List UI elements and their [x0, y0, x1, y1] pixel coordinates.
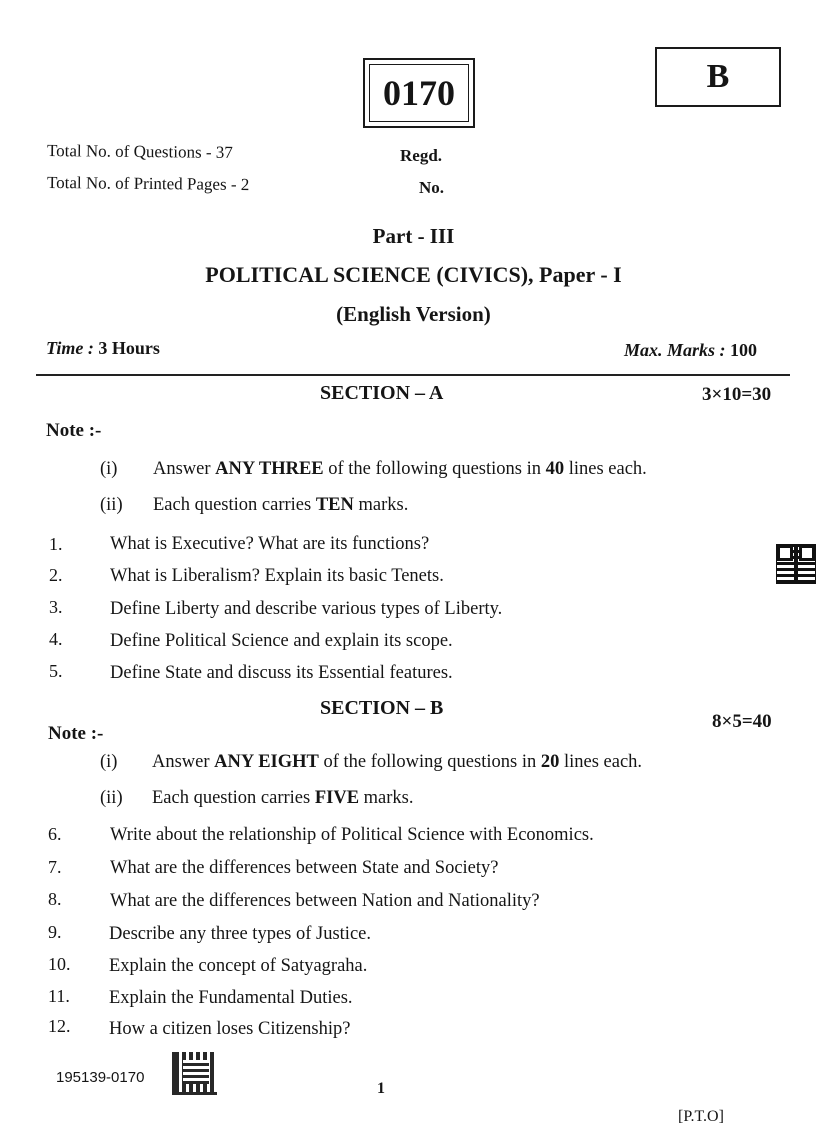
- section-b-note-1: (i) Answer ANY EIGHT of the following questions in 20 lines each.: [100, 752, 643, 772]
- question-number: 10.: [48, 954, 71, 974]
- question-number: 7.: [48, 857, 62, 877]
- part-title: Part - III: [372, 224, 455, 248]
- section-a-marks: 3×10=30: [702, 384, 772, 405]
- question-number: 9.: [48, 922, 62, 942]
- section-b-note-2: (ii) Each question carries FIVE marks.: [100, 788, 414, 808]
- question-text: Describe any three types of Justice.: [109, 924, 371, 944]
- set-letter: B: [706, 58, 730, 95]
- page-number: 1: [377, 1080, 385, 1097]
- paper-code: 0170: [383, 73, 455, 113]
- max-marks-info: [624, 340, 757, 361]
- max-marks-label: Max. Marks :: [624, 340, 726, 360]
- question-number: 4.: [49, 629, 63, 649]
- question-text: What are the differences between State and Society?: [110, 858, 499, 878]
- qr-code-icon: [776, 544, 816, 584]
- section-a-note-2: (ii) Each question carries TEN marks.: [100, 495, 409, 515]
- question-text: What is Liberalism? Explain its basic Tenets.: [110, 566, 444, 586]
- question-text: What is Executive? What are its functions?: [110, 534, 430, 554]
- question-text: Write about the relationship of Political Science with Economics.: [110, 825, 594, 845]
- question-number: 12.: [48, 1016, 71, 1036]
- datamatrix-code-icon: [172, 1052, 217, 1095]
- section-b-title: SECTION – B: [320, 697, 444, 719]
- question-text: Define Political Science and explain its scope.: [110, 631, 453, 651]
- total-pages: Total No. of Printed Pages - 2: [46, 172, 250, 195]
- total-questions: Total No. of Questions - 37: [46, 141, 233, 162]
- question-number: 8.: [48, 889, 62, 909]
- question-text: What are the differences between Nation and Nationality?: [110, 891, 540, 911]
- question-number: 3.: [49, 597, 63, 617]
- question-text: How a citizen loses Citizenship?: [109, 1019, 351, 1039]
- question-text: Define Liberty and describe various types of Liberty.: [110, 599, 503, 619]
- note-number: (i): [100, 459, 118, 479]
- serial-number: 195139-0170: [56, 1069, 145, 1086]
- section-a-note-1: (i) Answer ANY THREE of the following questions in 40 lines each.: [100, 459, 647, 479]
- note-number: (i): [100, 752, 118, 772]
- question-text: Explain the Fundamental Duties.: [109, 988, 353, 1008]
- question-number: 1.: [49, 534, 63, 554]
- time-label: Time :: [46, 338, 94, 358]
- question-number: 11.: [48, 986, 70, 1006]
- section-b-marks: 8×5=40: [712, 711, 772, 732]
- section-a-title: SECTION – A: [320, 382, 444, 404]
- version-title: (English Version): [336, 302, 491, 326]
- pto-marker: [P.T.O]: [678, 1108, 724, 1125]
- paper-code-box: [363, 58, 475, 128]
- subject-title: POLITICAL SCIENCE (CIVICS), Paper - I: [205, 262, 622, 287]
- question-text: Define State and discuss its Essential features.: [110, 663, 453, 683]
- question-text: Explain the concept of Satyagraha.: [109, 956, 368, 976]
- section-b-note-label: Note :-: [48, 723, 104, 744]
- regd-label: Regd.: [400, 146, 443, 165]
- max-marks-value: 100: [730, 340, 758, 360]
- note-number: (ii): [100, 495, 123, 515]
- question-number: 2.: [49, 565, 63, 585]
- question-number: 5.: [49, 661, 63, 681]
- time-value: 3 Hours: [98, 338, 160, 358]
- set-letter-box: [655, 47, 781, 107]
- header-divider: [36, 374, 790, 376]
- regd-no-label: No.: [419, 178, 445, 197]
- time-info: [46, 338, 160, 359]
- note-number: (ii): [100, 788, 123, 808]
- question-number: 6.: [48, 824, 62, 844]
- section-a-note-label: Note :-: [46, 420, 102, 441]
